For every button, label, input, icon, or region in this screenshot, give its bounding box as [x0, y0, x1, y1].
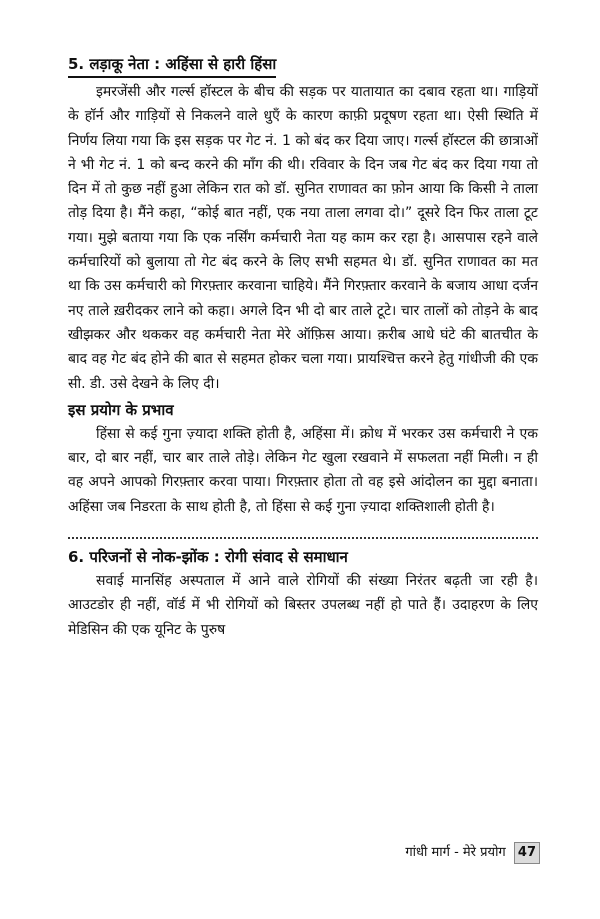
page-content — [68, 52, 538, 642]
section-paragraph-2: सवाई मानसिंह अस्पताल में आने वाले रोगियों की संख्या निरंतर बढ़ती जा रही है। आउटडोर ही नहीं, वॉर्ड में भी रोगियों को बिस्तर उपलब्ध नहीं हो पाते हैं। उदाहरण के लिए मेडिसिन की एक यूनिट के पुरुष — [68, 573, 538, 638]
section-heading-lada-ku-neta: 5. लड़ाकू नेता : अहिंसा से हारी हिंसा — [68, 52, 276, 78]
page-footer — [355, 842, 540, 864]
book-title: गांधी मार्ग - मेरे प्रयोग — [405, 845, 506, 860]
dotted-divider — [68, 537, 538, 539]
section-heading-parijano: 6. परिजनों से नोक-झोंक : रोगी संवाद से समाधान — [68, 548, 348, 567]
effects-paragraph: हिंसा से कई गुना ज़्यादा शक्ति होती है, अहिंसा में। क्रोध में भरकर उस कर्मचारी ने एक बार, दो बार नहीं, चार बार ताले तोड़े। लेकिन गेट खुला रखवाने में सफलता नहीं मिली। न ही वह अपने आपको गिरफ़्तार करवा पाया। गिरफ़्तार होता तो वह इसे आंदोलन का मुद्दा बनाता। अहिंसा जब निडरता के साथ होती है, तो हिंसा से कई गुना ज़्यादा शक्तिशाली होती है। — [68, 425, 538, 515]
effects-heading: इस प्रयोग के प्रभाव — [68, 400, 174, 419]
section-paragraph: इमरजेंसी और गर्ल्स हॉस्टल के बीच की सड़क पर यातायात का दबाव रहता था। गाड़ियों के हॉर्न और गाड़ियों से निकलने वाले धुएँ के कारण काफ़ी प्रदूषण रहता था। ऐसी स्थिति में निर्णय लिया गया कि इस सड़क पर गेट नं. 1 को बंद कर दिया जाए। गर्ल्स हॉस्टल की छात्राओं ने भी गेट नं. 1 को बन्द करने की माँग की थी। रविवार के दिन जब गेट बंद कर दिया गया तो दिन में तो कुछ नहीं हुआ लेकिन रात को डॉ. सुनित राणावत का फ़ोन आया कि किसी ने ताला तोड़ दिया है। मैंने कहा, “कोई बात नहीं, एक नया ताला लगवा दो।” दूसरे दिन फिर ताला टूट गया। मुझे बताया गया कि एक नर्सिंग कर्मचारी नेता यह काम कर रहा है। आसपास रहने वाले कर्मचारियों को बुलाया तो गेट बंद करने के लिए सभी सहमत थे। डॉ. सुनित राणावत का मत था कि उस कर्मचारी को गिरफ़्तार करवाना चाहिये। मैंने गिरफ़्तार करवाने के बजाय आधा दर्जन नए ताले ख़रीदकर लाने को कहा। अगले दिन भी दो बार ताले टूटे। चार तालों को तोड़ने के बाद खीझकर और थककर वह कर्मचारी नेता मेरे ऑफ़िस आया। क़रीब आधे घंटे की बातचीत के बाद वह गेट बंद होने की बात से सहमत होकर चला गया। प्रायश्चित्त करने हेतु गांधीजी की एक सी. डी. उसे देखने के लिए दी। — [68, 84, 538, 392]
page-number: 47 — [514, 842, 540, 864]
